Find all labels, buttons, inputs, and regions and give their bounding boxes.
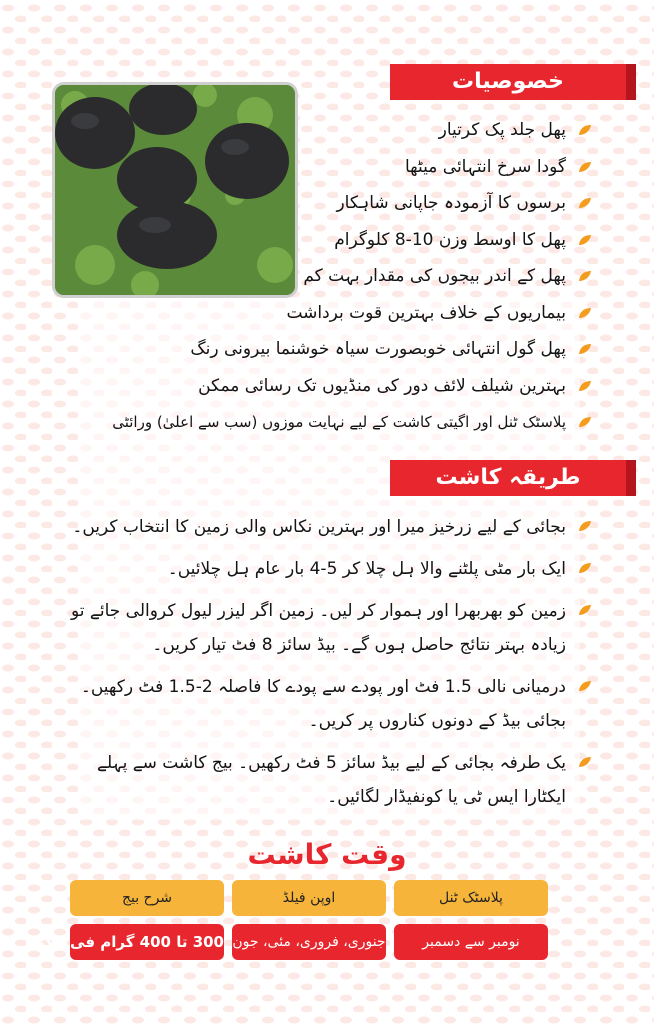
list-item: پلاسٹک ٹنل اور اگیتی کاشت کے لیے نہایت موزوں (سب سے اعلیٰ) ورائٹی bbox=[52, 404, 592, 441]
list-item: پھل گول انتہائی خوبصورت سیاہ خوشنما بیرونی رنگ bbox=[52, 331, 592, 368]
leaf-bullet-icon bbox=[578, 520, 592, 532]
list-item: ایک بار مٹی پلٹنے والا ہل چلا کر 5-4 بار عام ہل چلائیں۔ bbox=[52, 552, 592, 586]
features-banner bbox=[390, 64, 626, 100]
list-item: بجائی کے لیے زرخیز میرا اور بہترین نکاس والی زمین کا انتخاب کریں۔ bbox=[52, 510, 592, 544]
value-seed-rate: 300 تا 400 گرام فی ایکڑ bbox=[70, 924, 224, 960]
list-item: یک طرفہ بجائی کے لیے بیڈ سائز 5 فٹ رکھیں۔ بیج کاشت سے پہلے ایکٹارا ایس ٹی یا کونفیڈار لگائیں۔ bbox=[52, 746, 592, 814]
list-item: گودا سرخ انتہائی میٹھا bbox=[52, 149, 592, 186]
method-banner bbox=[390, 460, 626, 496]
list-item: بہترین شیلف لائف دور کی منڈیوں تک رسائی ممکن bbox=[52, 368, 592, 405]
leaf-bullet-icon bbox=[578, 234, 592, 246]
value-plastic-tunnel: نومبر سے دسمبر bbox=[394, 924, 548, 960]
method-list bbox=[52, 510, 592, 822]
header-plastic-tunnel: پلاسٹک ٹنل bbox=[394, 880, 548, 916]
value-open-field: جنوری، فروری، مئی، جون bbox=[232, 924, 386, 960]
list-item: بیماریوں کے خلاف بہترین قوت برداشت bbox=[52, 295, 592, 332]
list-item: درمیانی نالی 1.5 فٹ اور پودے سے پودے کا فاصلہ 2-1.5 فٹ رکھیں۔ بجائی بیڈ کے دونوں کناروں پر کریں۔ bbox=[52, 670, 592, 738]
leaf-bullet-icon bbox=[578, 416, 592, 428]
list-item: برسوں کا آزمودہ جاپانی شاہکار bbox=[52, 185, 592, 222]
method-title: طریقہ کاشت bbox=[435, 465, 581, 490]
list-item: پھل کا اوسط وزن 10-8 کلوگرام bbox=[52, 222, 592, 259]
header-seed-rate: شرح بیج bbox=[70, 880, 224, 916]
list-item: پھل جلد پک کرتیار bbox=[52, 112, 592, 149]
leaf-bullet-icon bbox=[578, 270, 592, 282]
features-list bbox=[52, 112, 592, 441]
timing-value-row bbox=[35, 924, 548, 960]
leaf-bullet-icon bbox=[578, 161, 592, 173]
header-open-field: اوپن فیلڈ bbox=[232, 880, 386, 916]
list-item: زمین کو بھربھرا اور ہموار کر لیں۔ زمین اگر لیزر لیول کروالی جائے تو زیادہ بہتر نتائج حاصل ہوں گے۔ بیڈ سائز 8 فٹ تیار کریں۔ bbox=[52, 594, 592, 662]
leaf-bullet-icon bbox=[578, 562, 592, 574]
timing-table bbox=[35, 880, 548, 968]
features-title: خصوصیات bbox=[452, 69, 564, 94]
leaf-bullet-icon bbox=[578, 307, 592, 319]
timing-header-row bbox=[70, 880, 548, 916]
leaf-bullet-icon bbox=[578, 680, 592, 692]
timing-title: وقت کاشت bbox=[247, 838, 407, 871]
leaf-bullet-icon bbox=[578, 124, 592, 136]
leaf-bullet-icon bbox=[578, 343, 592, 355]
leaf-bullet-icon bbox=[578, 604, 592, 616]
leaf-bullet-icon bbox=[578, 197, 592, 209]
leaf-bullet-icon bbox=[578, 380, 592, 392]
leaf-bullet-icon bbox=[578, 756, 592, 768]
list-item: پھل کے اندر بیجوں کی مقدار بہت کم bbox=[52, 258, 592, 295]
